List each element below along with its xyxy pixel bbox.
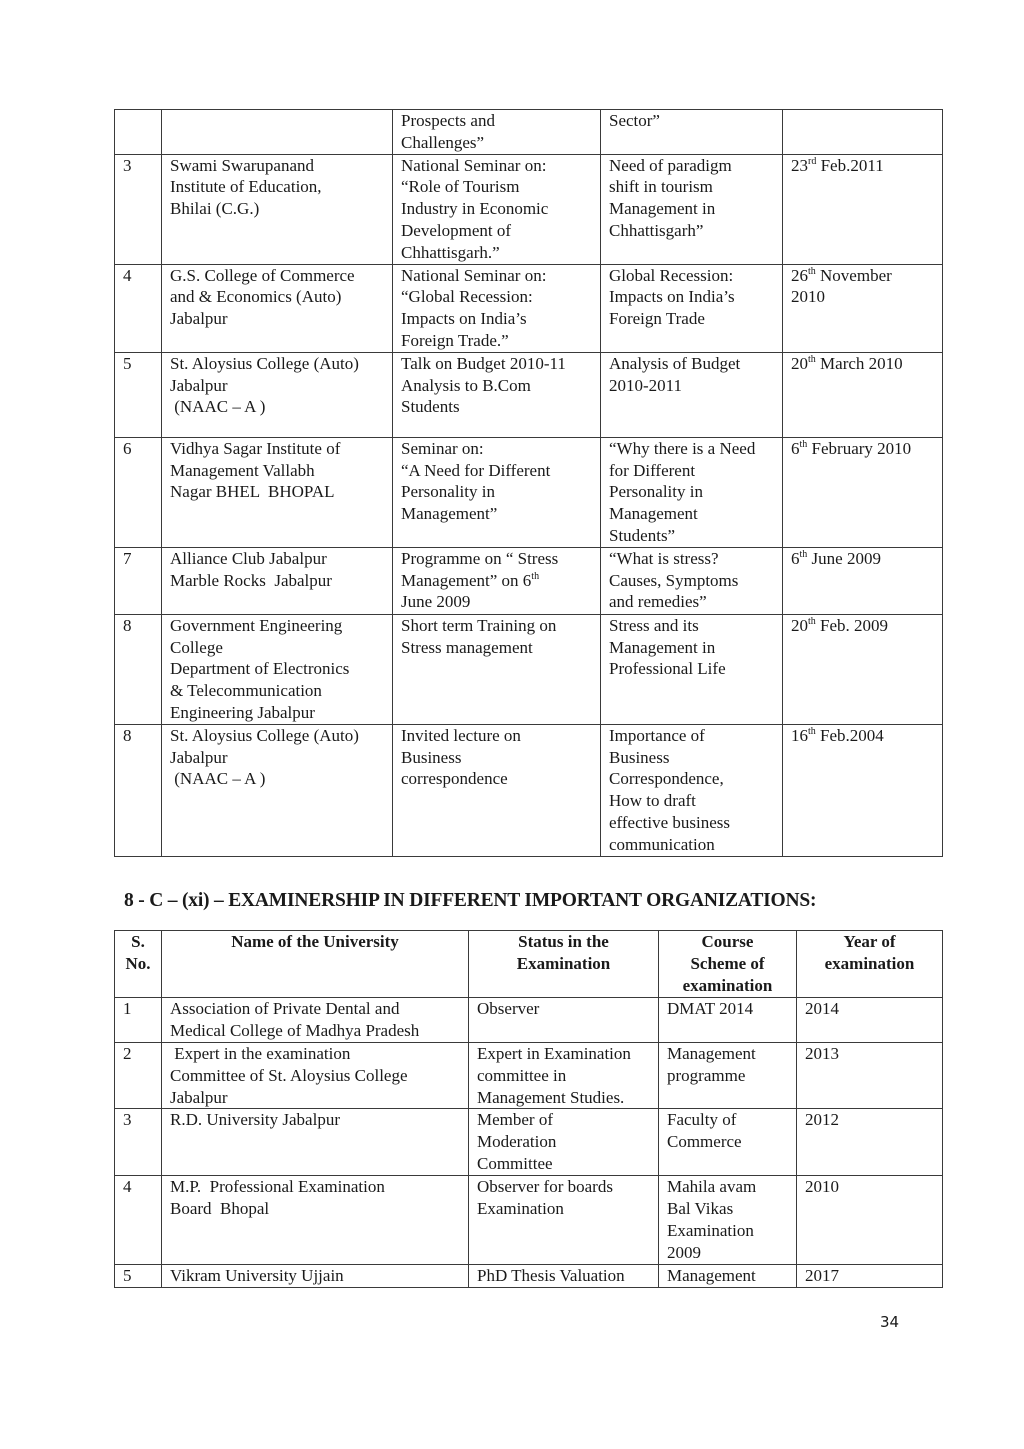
course-line: Commerce — [667, 1132, 742, 1152]
organization-line: St. Aloysius College (Auto) — [170, 353, 359, 373]
programme-cell — [393, 352, 601, 437]
topic-line: 2010-2011 — [609, 375, 683, 395]
serial-cell: 4 — [115, 1176, 162, 1264]
programme-cell — [393, 724, 601, 856]
topic-cell — [601, 547, 783, 614]
programme-cell — [393, 154, 601, 264]
date-rest: February 2010 — [807, 438, 912, 458]
header-line: examination — [682, 975, 773, 995]
status-line: Member of — [477, 1110, 554, 1130]
programme-line: Impacts on India’s — [401, 309, 527, 329]
topic-line: Correspondence, — [609, 769, 724, 789]
programme-line: Challenges” — [401, 132, 485, 152]
university-line: M.P. Professional Examination — [170, 1177, 385, 1197]
programme-line: “Global Recession: — [401, 287, 533, 307]
course-line: Management — [667, 1265, 756, 1285]
year-cell: 2012 — [797, 1109, 943, 1176]
topic-line: Impacts on India’s — [609, 287, 735, 307]
date-day: 23 — [791, 155, 808, 175]
header-line: No. — [125, 953, 151, 973]
topic-line: Management — [609, 504, 698, 524]
serial-cell: 8 — [115, 724, 162, 856]
programme-cell — [393, 110, 601, 155]
table-row — [115, 110, 943, 155]
organization-line: College — [170, 637, 223, 657]
date-suffix: th — [808, 725, 816, 737]
status-line: Expert in Examination — [477, 1044, 631, 1063]
organization-line: Nagar BHEL BHOPAL — [170, 482, 335, 502]
date-suffix: th — [799, 438, 808, 450]
organization-cell — [162, 154, 393, 264]
date-cell — [783, 352, 943, 437]
organization-line: Jabalpur — [170, 309, 228, 329]
university-line: Board Bhopal — [170, 1199, 270, 1219]
status-cell — [469, 1043, 659, 1109]
table-row — [115, 547, 943, 614]
course-line: Management — [667, 1044, 756, 1063]
programme-line: June 2009 — [401, 592, 471, 612]
date-day: 20 — [791, 615, 808, 635]
status-line: Committee — [477, 1153, 553, 1173]
course-line: programme — [667, 1065, 746, 1085]
organization-line: Government Engineering — [170, 615, 343, 635]
date-line — [791, 265, 942, 287]
date-suffix: rd — [808, 155, 817, 167]
topic-cell — [601, 110, 783, 155]
date-cell — [783, 110, 943, 155]
organization-line: Bhilai (C.G.) — [170, 199, 260, 219]
topic-cell — [601, 614, 783, 724]
serial-cell: 3 — [115, 154, 162, 264]
serial-cell — [115, 110, 162, 155]
organization-line: Management Vallabh — [170, 460, 315, 480]
serial-cell: 4 — [115, 264, 162, 352]
university-line: R.D. University Jabalpur — [170, 1110, 340, 1130]
year-cell: 2013 — [797, 1043, 943, 1109]
topic-line: Stress and its — [609, 615, 699, 635]
header-university — [162, 931, 469, 998]
programme-cell — [393, 437, 601, 547]
topic-line: and remedies” — [609, 592, 707, 612]
programme-line: Chhattisgarh.” — [401, 242, 500, 262]
programme-line: Development of — [401, 220, 511, 240]
organization-cell — [162, 614, 393, 724]
course-cell — [659, 1109, 797, 1176]
organization-line: Alliance Club Jabalpur — [170, 548, 327, 568]
topic-cell — [601, 352, 783, 437]
status-cell — [469, 1176, 659, 1264]
programme-line: “A Need for Different — [401, 460, 551, 480]
organization-cell — [162, 264, 393, 352]
date-suffix: th — [531, 570, 540, 582]
topic-line: Business — [609, 747, 670, 767]
topic-line: Personality in — [609, 482, 703, 502]
year-cell: 2017 — [797, 1264, 943, 1287]
date-rest: March 2010 — [815, 353, 903, 373]
page-number: 34 — [880, 1313, 900, 1331]
topic-cell — [601, 724, 783, 856]
header-status — [469, 931, 659, 998]
date-cell — [783, 724, 943, 856]
table-row — [115, 264, 943, 352]
topic-line: shift in tourism — [609, 177, 713, 197]
date-line — [791, 615, 942, 637]
date-rest: Feb.2004 — [815, 725, 884, 745]
date-cell — [783, 264, 943, 352]
programme-line: Foreign Trade.” — [401, 330, 509, 350]
course-line: 2009 — [667, 1242, 701, 1262]
programme-line: Students — [401, 397, 460, 417]
date-rest: Feb. 2009 — [815, 615, 889, 635]
organization-cell — [162, 352, 393, 437]
year-cell: 2014 — [797, 998, 943, 1043]
serial-cell: 1 — [115, 998, 162, 1043]
programme-line — [401, 570, 600, 592]
organization-line: Engineering Jabalpur — [170, 702, 315, 722]
table-row — [115, 998, 943, 1043]
organization-line: (NAAC – A ) — [170, 397, 266, 417]
organization-line: G.S. College of Commerce — [170, 265, 355, 285]
status-line: committee in — [477, 1065, 567, 1085]
organization-line: (NAAC – A ) — [170, 769, 266, 789]
date-line: 2010 — [791, 287, 825, 307]
organization-line: & Telecommunication — [170, 681, 322, 701]
topic-line: Causes, Symptoms — [609, 570, 739, 590]
programme-line: Short term Training on — [401, 615, 557, 635]
date-cell — [783, 614, 943, 724]
header-line: Name of the University — [231, 932, 399, 951]
header-line: Status in the — [518, 932, 609, 951]
date-suffix: th — [808, 615, 816, 627]
course-line: Mahila avam — [667, 1177, 757, 1197]
programme-line: Programme on “ Stress — [401, 548, 559, 568]
status-line: Management Studies. — [477, 1087, 625, 1107]
status-line: PhD Thesis Valuation — [477, 1265, 625, 1285]
topic-line: Global Recession: — [609, 265, 734, 285]
university-cell — [162, 998, 469, 1043]
course-cell — [659, 1043, 797, 1109]
organization-cell — [162, 437, 393, 547]
header-line: S. — [131, 932, 145, 951]
serial-cell: 8 — [115, 614, 162, 724]
course-line: Faculty of — [667, 1110, 737, 1130]
university-cell — [162, 1176, 469, 1264]
topic-cell — [601, 154, 783, 264]
organization-line: Vidhya Sagar Institute of — [170, 438, 341, 458]
university-line: Jabalpur — [170, 1087, 228, 1107]
table-row — [115, 352, 943, 437]
topic-line: Management in — [609, 637, 716, 657]
programme-line: correspondence — [401, 769, 508, 789]
organization-line: Marble Rocks Jabalpur — [170, 570, 332, 590]
topic-line: “Why there is a Need — [609, 438, 756, 458]
topic-cell — [601, 264, 783, 352]
course-line: DMAT 2014 — [667, 999, 754, 1018]
status-line: Observer — [477, 999, 540, 1018]
programme-line: Management” — [401, 504, 498, 524]
status-line: Observer for boards — [477, 1177, 613, 1197]
programme-line: Talk on Budget 2010-11 — [401, 353, 566, 373]
organization-line: Swami Swarupanand — [170, 155, 315, 175]
date-line — [791, 438, 942, 460]
table-row — [115, 614, 943, 724]
header-course — [659, 931, 797, 998]
header-line: Scheme of — [690, 953, 765, 973]
topic-line: “What is stress? — [609, 548, 719, 568]
table-row — [115, 1109, 943, 1176]
year-cell: 2010 — [797, 1176, 943, 1264]
university-line: Expert in the examination — [170, 1044, 351, 1063]
course-line: Examination — [667, 1220, 754, 1240]
university-line: Medical College of Madhya Pradesh — [170, 1020, 420, 1040]
status-cell — [469, 1109, 659, 1176]
status-line: Moderation — [477, 1132, 557, 1152]
programme-cell — [393, 614, 601, 724]
date-suffix: th — [808, 265, 816, 277]
organization-line: and & Economics (Auto) — [170, 287, 342, 307]
table-row — [115, 724, 943, 856]
topic-line: Chhattisgarh” — [609, 220, 704, 240]
programme-line: Business — [401, 747, 462, 767]
serial-cell: 2 — [115, 1043, 162, 1109]
university-line: Association of Private Dental and — [170, 999, 400, 1018]
header-serial — [115, 931, 162, 998]
date-day: 26 — [791, 265, 808, 285]
date-day: 6 — [791, 438, 800, 458]
programme-line: National Seminar on: — [401, 265, 547, 285]
date-rest: November — [815, 265, 892, 285]
university-line: Vikram University Ujjain — [170, 1265, 344, 1285]
programme-line: Personality in — [401, 482, 495, 502]
serial-cell: 7 — [115, 547, 162, 614]
date-cell — [783, 437, 943, 547]
date-rest: Feb.2011 — [816, 155, 884, 175]
topic-line: Sector” — [609, 111, 660, 130]
university-cell — [162, 1043, 469, 1109]
topic-line: effective business — [609, 812, 731, 832]
organization-line: St. Aloysius College (Auto) — [170, 725, 359, 745]
table-row — [115, 1176, 943, 1264]
organization-cell — [162, 724, 393, 856]
organization-cell — [162, 110, 393, 155]
organization-line: Jabalpur — [170, 747, 228, 767]
university-line: Committee of St. Aloysius College — [170, 1065, 408, 1085]
programme-line: Analysis to B.Com — [401, 375, 531, 395]
date-cell — [783, 547, 943, 614]
topic-line: for Different — [609, 460, 696, 480]
topic-line: Importance of — [609, 725, 705, 745]
date-line — [791, 155, 942, 177]
date-suffix: th — [808, 353, 816, 365]
header-line: Examination — [516, 953, 611, 973]
date-rest: June 2009 — [807, 548, 881, 568]
serial-cell: 3 — [115, 1109, 162, 1176]
examinership-table — [114, 930, 943, 1288]
serial-cell: 5 — [115, 1264, 162, 1287]
topic-line: Foreign Trade — [609, 309, 705, 329]
date-day: 20 — [791, 353, 808, 373]
programme-line: “Role of Tourism — [401, 177, 520, 197]
table-row — [115, 1043, 943, 1109]
course-cell — [659, 1264, 797, 1287]
programme-cell — [393, 264, 601, 352]
header-line: Year of — [843, 932, 896, 951]
date-suffix: th — [799, 548, 808, 560]
organization-line: Institute of Education, — [170, 177, 322, 197]
programme-line: National Seminar on: — [401, 155, 547, 175]
programme-line: Prospects and — [401, 111, 495, 130]
organization-line: Department of Electronics — [170, 659, 350, 679]
status-line: Examination — [477, 1199, 564, 1219]
header-year — [797, 931, 943, 998]
status-cell — [469, 998, 659, 1043]
date-cell — [783, 154, 943, 264]
date-line — [791, 353, 942, 375]
seminars-table — [114, 109, 943, 857]
topic-line: communication — [609, 834, 715, 854]
course-cell — [659, 1176, 797, 1264]
table-row — [115, 437, 943, 547]
table-row — [115, 154, 943, 264]
section-heading: 8 - C – (xi) – EXAMINERSHIP IN DIFFERENT IMPORTANT ORGANIZATIONS: — [124, 890, 817, 911]
course-cell — [659, 998, 797, 1043]
date-day: 16 — [791, 725, 808, 745]
programme-line: Invited lecture on — [401, 725, 521, 745]
serial-cell: 5 — [115, 352, 162, 437]
topic-cell — [601, 437, 783, 547]
header-line: examination — [824, 953, 915, 973]
topic-line: Professional Life — [609, 659, 726, 679]
topic-line: How to draft — [609, 791, 696, 811]
topic-line: Students” — [609, 525, 676, 545]
programme-line: Seminar on: — [401, 438, 484, 458]
date-line — [791, 548, 942, 570]
table-header-row — [115, 931, 943, 998]
date-line — [791, 725, 942, 747]
date-day: 6 — [791, 548, 800, 568]
header-line: Course — [701, 932, 754, 951]
programme-cell — [393, 547, 601, 614]
programme-line: Stress management — [401, 637, 533, 657]
university-cell — [162, 1109, 469, 1176]
organization-line: Jabalpur — [170, 375, 228, 395]
university-cell — [162, 1264, 469, 1287]
course-line: Bal Vikas — [667, 1199, 734, 1219]
topic-line: Need of paradigm — [609, 155, 732, 175]
programme-line: Industry in Economic — [401, 199, 549, 219]
status-cell — [469, 1264, 659, 1287]
serial-cell: 6 — [115, 437, 162, 547]
topic-line: Analysis of Budget — [609, 353, 741, 373]
programme-text: Management” on 6 — [401, 570, 532, 590]
organization-cell — [162, 547, 393, 614]
table-row — [115, 1264, 943, 1287]
topic-line: Management in — [609, 199, 716, 219]
